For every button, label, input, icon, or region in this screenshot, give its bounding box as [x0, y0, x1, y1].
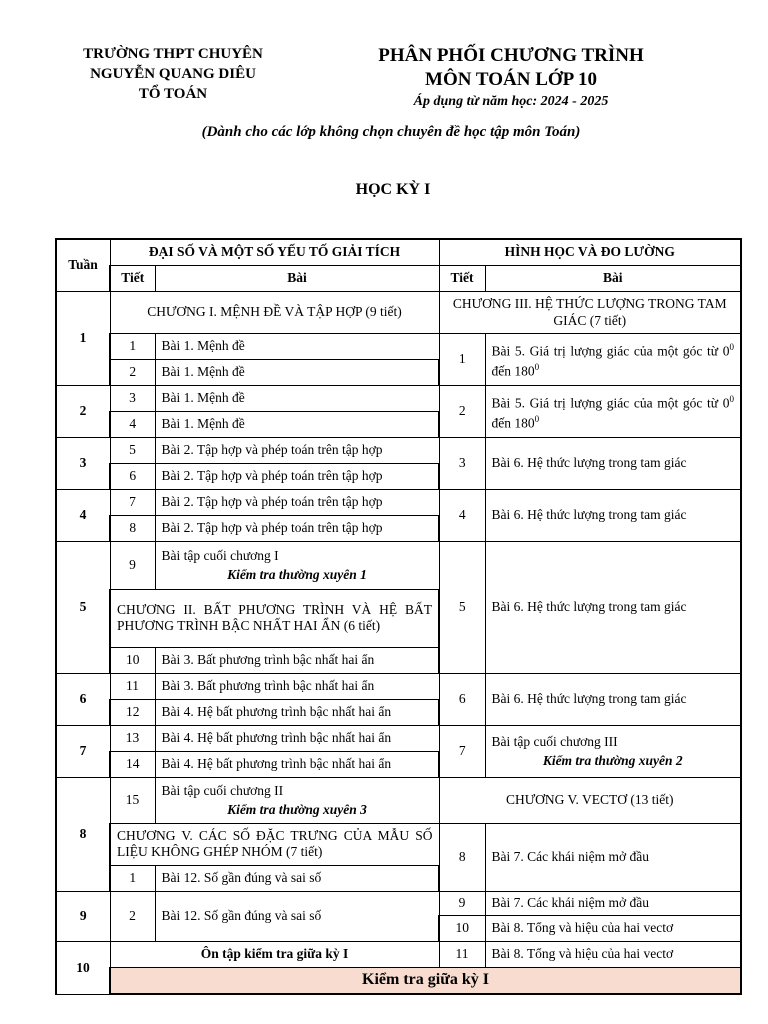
lesson-cell: Bài 2. Tập hợp và phép toán trên tập hợp — [155, 437, 439, 463]
angle-to: 180 — [514, 363, 535, 379]
lesson-cell: Bài 4. Hệ bất phương trình bậc nhất hai ẩn — [155, 699, 439, 725]
lesson-cell: Bài 8. Tổng và hiệu của hai vectơ — [485, 915, 741, 941]
table-row — [56, 725, 741, 751]
regular-test-label: Kiểm tra thường xuyên 3 — [227, 802, 367, 817]
period-cell: 2 — [439, 385, 485, 437]
period-cell: 7 — [110, 489, 155, 515]
table-row — [56, 333, 741, 359]
table-row — [56, 385, 741, 411]
lesson-text: đến — [491, 363, 511, 379]
week-cell: 8 — [56, 777, 110, 891]
degree-sign: 0 — [729, 393, 734, 404]
period-cell: 1 — [439, 333, 485, 385]
school-year: Áp dụng từ năm học: 2024 - 2025 — [413, 94, 609, 109]
week-cell: 10 — [56, 941, 110, 994]
period-cell: 1 — [110, 333, 155, 359]
lesson-cell: Bài 3. Bất phương trình bậc nhất hai ẩn — [155, 673, 439, 699]
week-cell: 1 — [56, 291, 110, 385]
period-cell: 11 — [110, 673, 155, 699]
lesson-cell: Bài 3. Bất phương trình bậc nhất hai ẩn — [155, 647, 439, 673]
lesson-cell: Bài 7. Các khái niệm mở đầu — [485, 891, 741, 915]
lesson-cell: Bài 6. Hệ thức lượng trong tam giác — [485, 489, 741, 541]
period-cell: 5 — [439, 541, 485, 673]
period-cell: 12 — [110, 699, 155, 725]
week-cell: 4 — [56, 489, 110, 541]
period-cell: 8 — [439, 823, 485, 891]
semester-heading: HỌC KỲ I — [355, 181, 431, 198]
period-cell: 10 — [439, 915, 485, 941]
lesson-cell: Bài 12. Số gần đúng và sai số — [155, 891, 439, 941]
table-row — [56, 967, 741, 994]
period-cell: 6 — [439, 673, 485, 725]
period-cell: 5 — [110, 437, 155, 463]
period-cell: 7 — [439, 725, 485, 777]
degree-sign: 0 — [534, 362, 540, 372]
lesson-cell — [155, 541, 439, 589]
table-row — [56, 489, 741, 515]
lesson-text: đến — [491, 415, 511, 431]
week-cell: 2 — [56, 385, 110, 437]
geometry-group-header: HÌNH HỌC VÀ ĐO LƯỜNG — [439, 239, 741, 265]
period-cell: 2 — [110, 359, 155, 385]
table-header-row — [56, 239, 741, 265]
lesson-cell: Bài 1. Mệnh đề — [155, 359, 439, 385]
table-row — [56, 437, 741, 463]
lesson-text: Bài 5. Giá trị lượng giác của một góc từ — [491, 343, 719, 358]
period-cell: 3 — [110, 385, 155, 411]
table-row — [56, 823, 741, 865]
period-cell: 6 — [110, 463, 155, 489]
lesson-text: Bài 5. Giá trị lượng giác của một góc từ — [491, 395, 719, 410]
lesson-cell: Bài 4. Hệ bất phương trình bậc nhất hai ẩn — [155, 751, 439, 777]
period-cell: 8 — [110, 515, 155, 541]
lesson-cell — [485, 333, 741, 385]
week-cell: 9 — [56, 891, 110, 941]
lesson-cell: Bài 6. Hệ thức lượng trong tam giác — [485, 541, 741, 673]
lesson-cell: Bài 1. Mệnh đề — [155, 385, 439, 411]
document-title-line1: PHÂN PHỐI CHƯƠNG TRÌNH — [378, 45, 644, 66]
lesson-cell: Bài 4. Hệ bất phương trình bậc nhất hai ẩn — [155, 725, 439, 751]
period-cell: 9 — [439, 891, 485, 915]
angle-to: 180 — [514, 415, 535, 431]
lesson-cell: Bài 2. Tập hợp và phép toán trên tập hợp — [155, 489, 439, 515]
school-name-line2: NGUYỄN QUANG DIÊU — [90, 66, 256, 82]
degree-sign: 0 — [729, 341, 734, 352]
lesson-cell: Bài 12. Số gần đúng và sai số — [155, 865, 439, 891]
document-title-line2: MÔN TOÁN LỚP 10 — [425, 69, 597, 90]
geometry-lesson-header: Bài — [485, 265, 741, 291]
angle-from: 0 — [722, 343, 730, 358]
algebra-lesson-header: Bài — [155, 265, 439, 291]
lesson-cell: Bài 2. Tập hợp và phép toán trên tập hợp — [155, 463, 439, 489]
period-cell: 4 — [110, 411, 155, 437]
week-column-header: Tuần — [56, 239, 110, 291]
midterm-exam-banner: Kiểm tra giữa kỳ I — [110, 967, 741, 994]
chapter-heading: CHƯƠNG II. BẤT PHƯƠNG TRÌNH VÀ HỆ BẤT PHƯƠNG TRÌNH BẬC NHẤT HAI ẨN (6 tiết) — [110, 589, 439, 647]
regular-test-label: Kiểm tra thường xuyên 1 — [227, 567, 367, 582]
school-header — [58, 44, 288, 104]
period-cell: 2 — [110, 891, 155, 941]
lesson-text: Bài tập cuối chương III — [491, 734, 618, 749]
table-row — [56, 777, 741, 823]
department-name: TỔ TOÁN — [138, 86, 208, 102]
lesson-cell: Bài 6. Hệ thức lượng trong tam giác — [485, 673, 741, 725]
lesson-cell — [155, 777, 439, 823]
period-cell: 9 — [110, 541, 155, 589]
table-row — [56, 673, 741, 699]
period-cell: 1 — [110, 865, 155, 891]
lesson-text: Bài tập cuối chương II — [161, 783, 284, 798]
lesson-cell — [485, 725, 741, 777]
scope-note: (Dành cho các lớp không chọn chuyên đề học tập môn Toán) — [201, 124, 581, 140]
lesson-cell: Bài 8. Tổng và hiệu của hai vectơ — [485, 941, 741, 967]
period-cell: 13 — [110, 725, 155, 751]
degree-sign: 0 — [534, 414, 540, 424]
chapter-heading: CHƯƠNG III. HỆ THỨC LƯỢNG TRONG TAM GIÁC (7 tiết) — [439, 291, 741, 333]
period-cell: 10 — [110, 647, 155, 673]
midterm-review-cell: Ôn tập kiểm tra giữa kỳ I — [110, 941, 439, 967]
lesson-cell: Bài 7. Các khái niệm mở đầu — [485, 823, 741, 891]
regular-test-label: Kiểm tra thường xuyên 2 — [542, 753, 683, 768]
chapter-heading: CHƯƠNG V. VECTƠ (13 tiết) — [439, 777, 741, 823]
period-cell: 3 — [439, 437, 485, 489]
lesson-cell: Bài 6. Hệ thức lượng trong tam giác — [485, 437, 741, 489]
lesson-cell: Bài 2. Tập hợp và phép toán trên tập hợp — [155, 515, 439, 541]
school-name-line1: TRƯỜNG THPT CHUYÊN — [83, 46, 263, 62]
week-cell: 5 — [56, 541, 110, 673]
table-row — [56, 541, 741, 589]
algebra-group-header: ĐẠI SỐ VÀ MỘT SỐ YẾU TỐ GIẢI TÍCH — [110, 239, 439, 265]
chapter-heading: CHƯƠNG I. MỆNH ĐỀ VÀ TẬP HỢP (9 tiết) — [110, 291, 439, 333]
geometry-period-header: Tiết — [439, 265, 485, 291]
lesson-cell — [485, 385, 741, 437]
week-cell: 3 — [56, 437, 110, 489]
lesson-cell: Bài 1. Mệnh đề — [155, 333, 439, 359]
period-cell: 14 — [110, 751, 155, 777]
week-cell: 6 — [56, 673, 110, 725]
table-subheader-row — [56, 265, 741, 291]
week-cell: 7 — [56, 725, 110, 777]
table-row — [56, 891, 741, 915]
angle-from: 0 — [722, 395, 730, 410]
document-title-block — [340, 44, 682, 112]
algebra-period-header: Tiết — [110, 265, 155, 291]
table-row — [56, 291, 741, 333]
chapter-heading: CHƯƠNG V. CÁC SỐ ĐẶC TRƯNG CỦA MẪU SỐ LIỆU KHÔNG GHÉP NHÓM (7 tiết) — [110, 823, 439, 865]
lesson-text: Bài tập cuối chương I — [161, 548, 279, 563]
period-cell: 4 — [439, 489, 485, 541]
period-cell: 11 — [439, 941, 485, 967]
period-cell: 15 — [110, 777, 155, 823]
lesson-cell: Bài 1. Mệnh đề — [155, 411, 439, 437]
table-row — [56, 941, 741, 967]
curriculum-table — [55, 238, 742, 995]
